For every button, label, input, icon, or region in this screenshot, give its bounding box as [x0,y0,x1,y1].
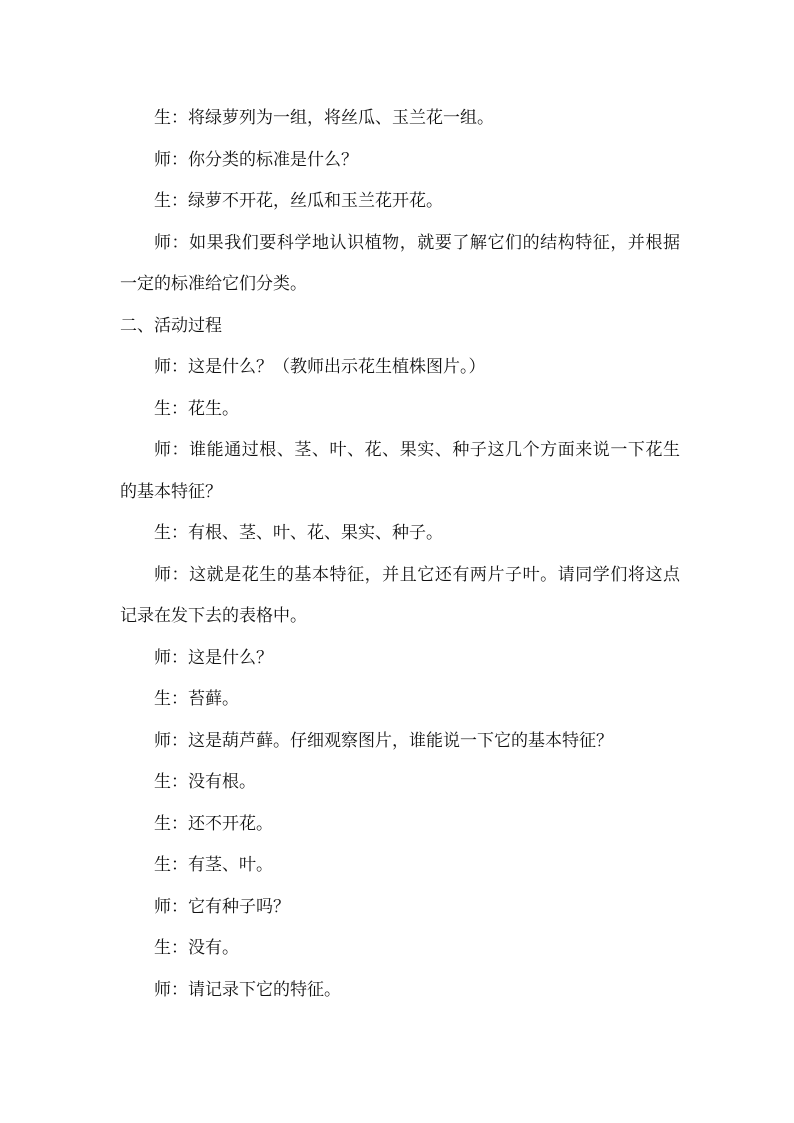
paragraph-19: 师：请记录下它的特征。 [154,979,341,1000]
paragraph-2: 师：你分类的标准是什么？ [154,149,358,170]
section-heading: 二、活动过程 [120,315,222,336]
paragraph-1: 生：将绿萝列为一组，将丝瓜、玉兰花一组。 [154,108,494,128]
paragraph-9: 生：有根、茎、叶、花、果实、种子。 [154,523,443,543]
paragraph-15: 生：还不开花。 [154,813,273,834]
paragraph-4: 师：如果我们要科学地认识植物，就要了解它们的结构特征，并根据一定的标准给它们分类。 [120,232,680,294]
paragraph-7: 生：花生。 [154,398,239,419]
paragraph-17: 师：它有种子吗？ [154,896,290,917]
paragraph-11: 师：这是什么？ [154,647,273,668]
document-body [120,98,680,1011]
paragraph-12: 生：苔藓。 [154,689,239,709]
paragraph-13: 师：这是葫芦藓。仔细观察图片，谁能说一下它的基本特征？ [154,730,613,751]
paragraph-3: 生：绿萝不开花，丝瓜和玉兰花开花。 [154,191,443,211]
paragraph-8: 师：谁能通过根、茎、叶、花、果实、种子这几个方面来说一下花生的基本特征？ [120,440,680,502]
paragraph-16: 生：有茎、叶。 [154,855,273,875]
paragraph-6: 师：这是什么？（教师出示花生植株图片。） [154,357,486,377]
paragraph-18: 生：没有。 [154,938,239,958]
paragraph-14: 生：没有根。 [154,772,256,792]
paragraph-10: 师：这就是花生的基本特征，并且它还有两片子叶。请同学们将这点记录在发下去的表格中。 [120,564,680,626]
